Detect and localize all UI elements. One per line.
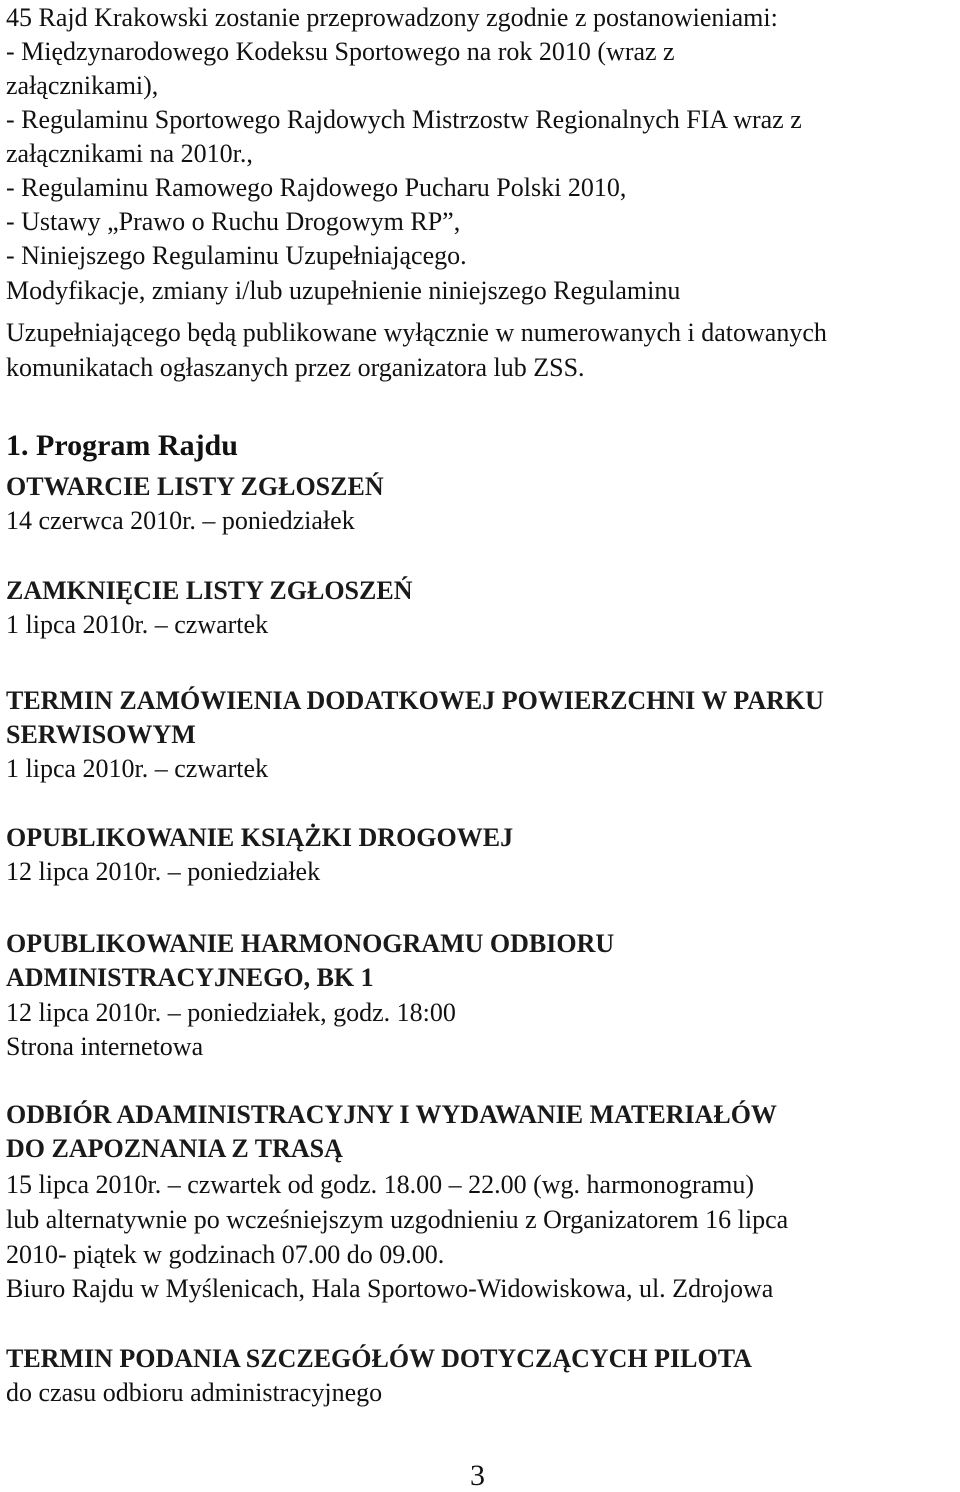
section-heading: TERMIN ZAMÓWIENIA DODATKOWEJ POWIERZCHNI W PARKU: [6, 686, 824, 715]
section-heading: TERMIN PODANIA SZCZEGÓŁÓW DOTYCZĄCYCH PILOTA: [6, 1344, 752, 1373]
section-detail: 1 lipca 2010r. – czwartek: [6, 754, 269, 783]
intro-line: - Międzynarodowego Kodeksu Sportowego na rok 2010 (wraz z: [6, 37, 675, 66]
intro-line: - Ustawy „Prawo o Ruchu Drogowym RP”,: [6, 207, 461, 236]
section-detail: 2010- piątek w godzinach 07.00 do 09.00.: [6, 1240, 445, 1269]
section-detail: do czasu odbioru administracyjnego: [6, 1378, 383, 1407]
section-detail: Biuro Rajdu w Myślenicach, Hala Sportowo-Widowiskowa, ul. Zdrojowa: [6, 1274, 774, 1303]
intro-line: komunikatach ogłaszanych przez organizatora lub ZSS.: [6, 353, 585, 382]
section-detail: lub alternatywnie po wcześniejszym uzgodnieniu z Organizatorem 16 lipca: [6, 1205, 789, 1234]
program-title: 1. Program Rajdu: [6, 429, 238, 462]
intro-line: Modyfikacje, zmiany i/lub uzupełnienie niniejszego Regulaminu: [6, 276, 681, 305]
section-detail: 12 lipca 2010r. – poniedziałek: [6, 857, 321, 886]
intro-line: 45 Rajd Krakowski zostanie przeprowadzony zgodnie z postanowieniami:: [6, 3, 778, 32]
section-heading: SERWISOWYM: [6, 720, 196, 749]
section-detail: 14 czerwca 2010r. – poniedziałek: [6, 506, 355, 535]
page-number: 3: [470, 1459, 485, 1492]
section-heading: ODBIÓR ADAMINISTRACYJNY I WYDAWANIE MATERIAŁÓW: [6, 1100, 777, 1129]
section-heading: ZAMKNIĘCIE LISTY ZGŁOSZEŃ: [6, 576, 413, 605]
section-detail: 1 lipca 2010r. – czwartek: [6, 610, 269, 639]
intro-line: załącznikami na 2010r.,: [6, 139, 253, 168]
section-heading: OPUBLIKOWANIE KSIĄŻKI DROGOWEJ: [6, 823, 514, 852]
section-detail: 12 lipca 2010r. – poniedziałek, godz. 18:00: [6, 998, 456, 1027]
section-detail: 15 lipca 2010r. – czwartek od godz. 18.00 – 22.00 (wg. harmonogramu): [6, 1170, 755, 1199]
intro-line: - Niniejszego Regulaminu Uzupełniającego.: [6, 241, 467, 270]
intro-line: załącznikami),: [6, 71, 159, 100]
intro-line: - Regulaminu Sportowego Rajdowych Mistrzostw Regionalnych FIA wraz z: [6, 105, 802, 134]
intro-line: Uzupełniającego będą publikowane wyłącznie w numerowanych i datowanych: [6, 318, 827, 347]
section-heading: OPUBLIKOWANIE HARMONOGRAMU ODBIORU: [6, 929, 615, 958]
section-heading: DO ZAPOZNANIA Z TRASĄ: [6, 1134, 343, 1163]
section-heading: OTWARCIE LISTY ZGŁOSZEŃ: [6, 472, 384, 501]
intro-line: - Regulaminu Ramowego Rajdowego Pucharu Polski 2010,: [6, 173, 627, 202]
section-detail: Strona internetowa: [6, 1032, 204, 1061]
section-heading: ADMINISTRACYJNEGO, BK 1: [6, 963, 374, 992]
